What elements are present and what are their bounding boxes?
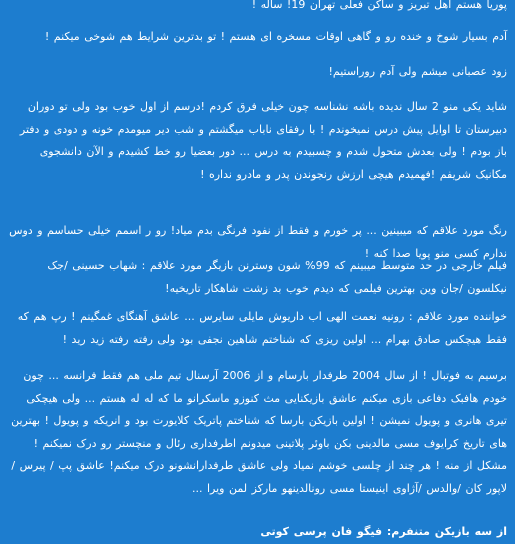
paragraph-education: شاید یکی منو 2 سال ندیده باشه نشناسه چون خیلی فرق کردم !درسم از اول خوب بود ولی تو دوران دبیرستان تا اوایل پیش درس نمیخوندم ! با رفقای ناباب میگشتم و شب دیر میومدم خونه و دودی و دفتر باز بودم ! ولی بعدش متحول شدم و چسبیدم به درس ... دور بعضیا رو خط کشیدم و الآن دانشجوی مکانیک شریفم !فهمیدم هیچی ارزش رنجوندن پدر و مادرو نداره ! [19, 100, 507, 181]
paragraph-disliked-players: از سه بازیکن متنفرم: فیگو فان پرسی کوتی [260, 525, 507, 538]
paragraph-music: خواننده مورد علاقم : رونیه نعمت الهی اب داریوش مایلی سایرس ... عاشق آهنگای غمگینم ! رپ هم که فقط هیچکس صادق بهرام ... اولین ریزی که شناختم شاهین نجفی بود ولی رفته رفته زید رید ! [17, 310, 507, 346]
paragraph-movies: فیلم خارجی در حد متوسط میبینم که 99% شون وسترنن بازیگر مورد علاقم : شهاب حسینی /جک نیکلسون /جان وین بهترین فیلمی که دیدم خوب بد زشت شاهکار تاریخیه! [47, 259, 507, 295]
paragraph-temper: زود عصبانی میشم ولی آدم روراستیم! [328, 65, 507, 78]
paragraph-favorites: رنگ مورد علاقم که میبینین ... پر خورم و فقط از نفود فرنگی بدم میاد! رو ر اسمم خیلی حساسم و دوس ندارم کسی منو پویا صدا کنه ! [9, 224, 507, 260]
paragraph-football: برسیم به فوتبال ! از سال 2004 طرفدار بارسام و از 2006 آرسنال تیم ملی هم فقط فرانسه ... چون خودم هافبک دفاعی بازی میکنم عاشق بازیکنایی مث کنوزو ماسکرانو ما که له له هستم ... ولی هیچکی تیری هانری و پویول نمیشن ! اولین بازیکن بارسا که شناختم پاتریک کلایورت بود و انریکه و پویول ! بهترین های تاریخ کرایوف مسی مالدینی بکن باوئر پلاتینی میدونم اطرفداری رئال و منچستر رو درک نمیکنم ! مشکل از منه ! هر چند از چلسی خوشم نمیاد ولی عاشق طرفدارانشونو درک میکنم! عاشق پپ / پیرس /لاپور کان /والدس /آژاوی اینیستا مسی رونالدینهو مارکز لمن ویرا ... [11, 369, 507, 495]
paragraph-personality: آدم بسیار شوخ و خنده رو و گاهی اوقات مسخره ای هستم ! تو بدترین شرایط هم شوخی میکنم ! [44, 30, 507, 43]
paragraph-intro: پوریا هستم اهل تبریز و ساکن فعلی تهران 19! ساله ! [251, 0, 507, 11]
